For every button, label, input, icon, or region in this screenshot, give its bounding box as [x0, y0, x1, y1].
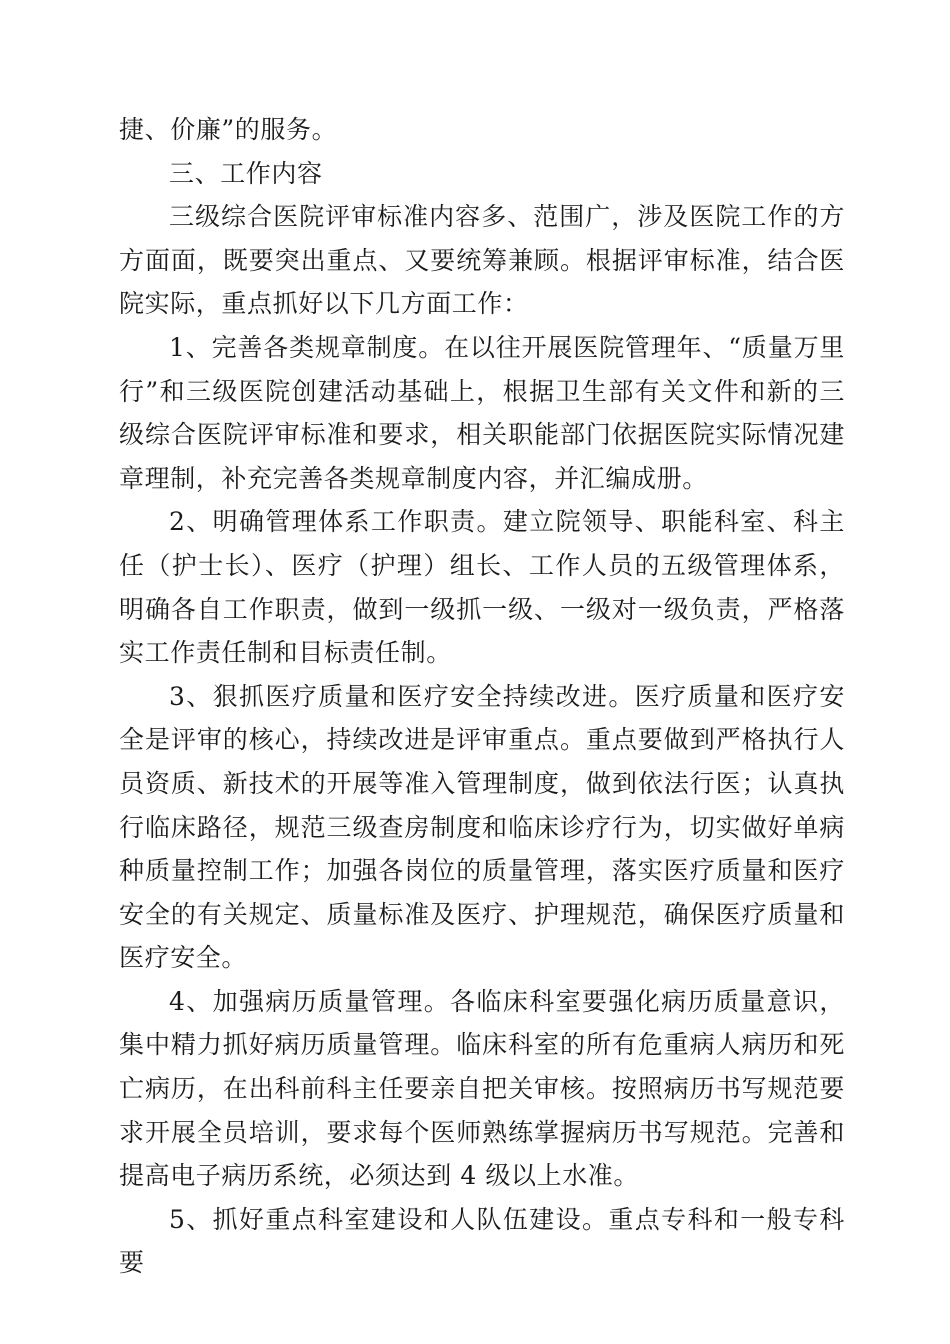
- paragraph-item-3: 3、狠抓医疗质量和医疗安全持续改进。医疗质量和医疗安全是评审的核心，持续改进是评审重点。重点要做到严格执行人员资质、新技术的开展等准入管理制度，做到依法行医；认真执行临床路径，规范三级查房制度和临床诊疗行为，切实做好单病种质量控制工作；加强各岗位的质量管理，落实医疗质量和医疗安全的有关规定、质量标准及医疗、护理规范，确保医疗质量和医疗安全。: [119, 681, 845, 973]
- section-heading-work-content: 三、工作内容: [169, 158, 323, 188]
- paragraph-item-2: 2、明确管理体系工作职责。建立院领导、职能科室、科主任（护士长）、医疗（护理）组长、工作人员的五级管理体系，明确各自工作职责，做到一级抓一级、一级对一级负责，严格落实工作责任制和目标责任制。: [119, 507, 845, 668]
- paragraph-item-4: 4、加强病历质量管理。各临床科室要强化病历质量意识，集中精力抓好病历质量管理。临床科室的所有危重病人病历和死亡病历，在出科前科主任要亲自把关审核。按照病历书写规范要求开展全员培训，要求每个医师熟练掌握病历书写规范。完善和提高电子病历系统，必须达到 4 级以上水准。: [119, 986, 845, 1191]
- paragraph-intro: 三级综合医院评审标准内容多、范围广，涉及医院工作的方方面面，既要突出重点、又要统筹兼顾。根据评审标准，结合医院实际，重点抓好以下几方面工作：: [119, 202, 845, 319]
- paragraph-item-1: 1、完善各类规章制度。在以往开展医院管理年、“质量万里行”和三级医院创建活动基础上，根据卫生部有关文件和新的三级综合医院评审标准和要求，相关职能部门依据医院实际情况建章理制，补充完善各类规章制度内容，并汇编成册。: [119, 332, 845, 493]
- paragraph-item-5: 5、抓好重点科室建设和人队伍建设。重点专科和一般专科要: [119, 1204, 845, 1278]
- paragraph-continuation: 捷、价廉”的服务。: [119, 115, 338, 144]
- document-body: [119, 108, 845, 1285]
